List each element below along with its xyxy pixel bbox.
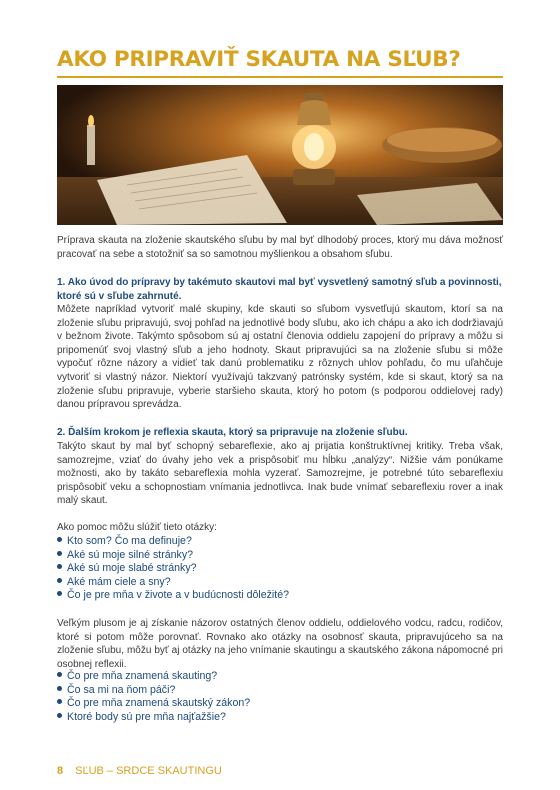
page-footer	[57, 765, 222, 777]
section-1-heading: 1. Ako úvod do prípravy by takémuto skautovi mal byť vysvetlený samotný sľub a povinnosti, ktoré sú v sľube zahrnuté.	[57, 277, 502, 302]
bullet-icon	[57, 591, 62, 596]
paragraph-3: Veľkým plusom je aj získanie názorov ostatných členov oddielu, oddielového vodcu, radcu, rodičov, ktoré si potom môže porovnať. Rovnako ako otázky na osobnosť skauta, pripravujúceho sa na zloženie sľubu, môžu byť aj otázky na jeho vnímanie skautingu a skautského zákona nápomocné pri osobnej reflexii.	[57, 618, 503, 670]
list-item: Čo pre mňa znamená skauting?	[57, 670, 503, 684]
bullet-icon	[57, 686, 62, 691]
list-item: Aké sú moje slabé stránky?	[57, 562, 503, 576]
page-number: 8	[57, 765, 64, 777]
title-underline	[57, 76, 503, 78]
section-2-heading: 2. Ďalším krokom je reflexia skauta, ktorý sa pripravuje na zloženie sľubu.	[57, 427, 408, 438]
bullet-icon	[57, 537, 62, 542]
bullet-icon	[57, 672, 62, 677]
section-2-body: Takýto skaut by mal byť schopný sebareflexie, ako aj prijatia konštruktívnej kritiky. Treba však, samozrejme, vziať do úvahy jeho vek a prispôsobiť mu hĺbku „analýzy“. Nižšie vám ponúkame možnosti, ako by takáto sebareflexia mohla vyzerať. Samozrejme, je potrebné túto sebareflexiu prispôsobiť veku a schopnostiam vnímania jednotlivca. Inak bude vnímať sebareflexiu rover a inak malý skaut.	[57, 441, 503, 507]
bullet-icon	[57, 578, 62, 583]
list-item: Ktoré body sú pre mňa najťažšie?	[57, 711, 503, 725]
bullet-icon	[57, 699, 62, 704]
footer-title: SĽUB – SRDCE SKAUTINGU	[75, 765, 222, 777]
list-item: Aké mám ciele a sny?	[57, 576, 503, 590]
intro-paragraph: Príprava skauta na zloženie skautského sľubu by mal byť dlhodobý proces, ktorý mu dáva možnosť pracovať na sebe a stotožniť sa so samotnou myšlienkou a obsahom sľubu.	[57, 235, 503, 260]
question-list-1	[57, 535, 503, 603]
list-item: Čo pre mňa znamená skautský zákon?	[57, 697, 503, 711]
page-title: AKO PRIPRAVIŤ SKAUTA NA SĽUB?	[57, 47, 461, 72]
bullet-icon	[57, 713, 62, 718]
questions-intro: Ako pomoc môžu slúžiť tieto otázky:	[57, 522, 217, 533]
list-item: Kto som? Čo ma definuje?	[57, 535, 503, 549]
list-item: Aké sú moje silné stránky?	[57, 549, 503, 563]
lantern-letter-photo	[57, 85, 503, 225]
bullet-icon	[57, 551, 62, 556]
bullet-icon	[57, 564, 62, 569]
section-1-body: Môžete napríklad vytvoriť malé skupiny, kde skauti so sľubom vysvetľujú skautom, ktorí sa na zloženie sľubu pripravujú, svoj pohľad na jednotlivé body sľubu, ako ich chápu a ako ich dodržiavajú v bežnom živote. Takýmto spôsobom sú aj ostatní členovia oddielu zapojení do prípravy a môžu si pripomenúť svoj vlastný sľub a jeho hodnoty. Skaut pripravujúci sa na zloženie sľubu si môže vypočuť rôzne názory a vidieť tak danú problematiku z rôznych uhlov pohľadu, čo mu uľahčuje vytvoriť si vlastný názor. Niektorí využívajú takzvaný patrónsky systém, kde si skaut, ktorý sa na zloženie sľubu pripravuje, vyberie staršieho skauta, ktorý ho potom (s podporou oddielovej rady) danou prípravou sprevádza.	[57, 304, 503, 411]
question-list-2	[57, 670, 503, 724]
list-item: Čo sa mi na ňom páči?	[57, 684, 503, 698]
list-item: Čo je pre mňa v živote a v budúcnosti dôležité?	[57, 589, 503, 603]
